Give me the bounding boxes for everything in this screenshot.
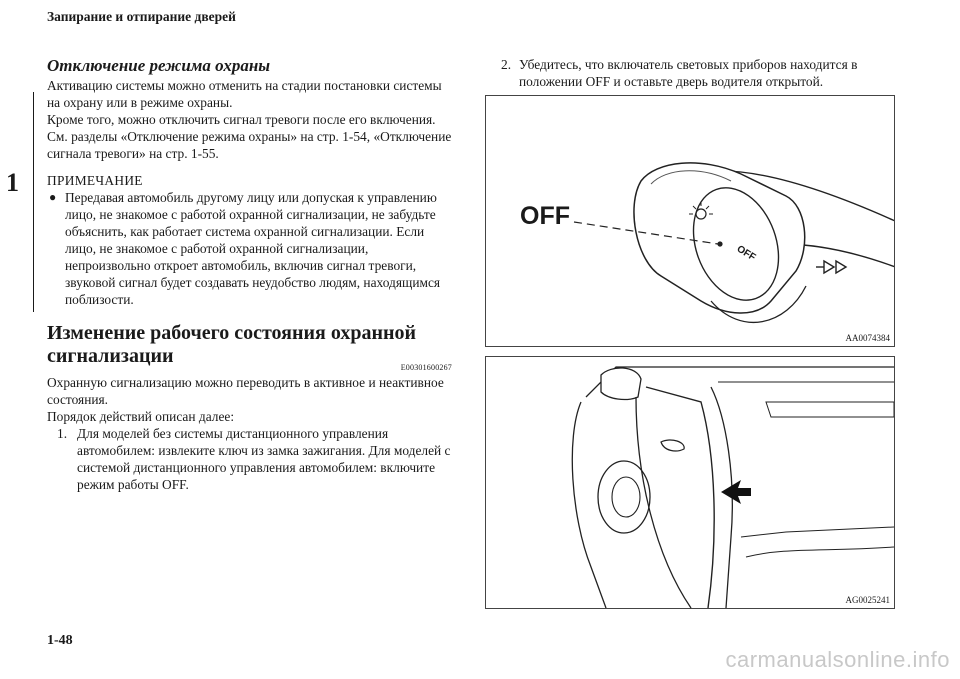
note-text: Передавая автомобиль другому лицу или допуская к управлению лицо, не знакомое с работой охранной сигнализации, не забудьте объяснить, как работает система охранной сигнализации. Если лицо, не знакомое с работой охранной сигнализации, непроизвольно откроет автомобиль, включив сигнал тревоги, звуковой сигнал будет создавать неудобство людям, находящимся поблизости. <box>65 190 441 307</box>
paragraph: Порядок действий описан далее: <box>47 409 235 424</box>
chapter-divider <box>33 92 34 312</box>
figure-light-switch <box>485 95 895 347</box>
step-text: Убедитесь, что включатель световых приборов находится в положении OFF и оставьте дверь водителя открытой. <box>519 57 858 89</box>
dial-off-label: OFF <box>734 243 758 264</box>
off-callout-label: OFF <box>520 202 570 230</box>
step-item <box>497 56 897 90</box>
note-item <box>47 189 452 308</box>
step-number: 2. <box>501 57 512 72</box>
right-column <box>497 56 897 90</box>
step-text: Для моделей без системы дистанционного управления автомобилем: извлеките ключ из замка зажигания. Для моделей с системой дистанционного управления автомобилем: включите режим работы OFF. <box>77 426 451 492</box>
page-number: 1-48 <box>47 633 73 648</box>
bullet-icon: ● <box>49 190 57 204</box>
section-title-disarm: Отключение режима охраны <box>47 56 271 75</box>
left-column <box>47 56 452 493</box>
section-code: E00301600267 <box>400 363 452 372</box>
paragraph: Кроме того, можно отключить сигнал тревоги после его включения. <box>47 112 436 127</box>
open-door-illustration <box>486 357 894 608</box>
figure-code: AG0025241 <box>845 595 890 605</box>
figure-code: AA0074384 <box>845 333 890 343</box>
paragraph: См. разделы «Отключение режима охраны» на стр. 1-54, «Отключение сигнала тревоги» на стр. 1-55. <box>47 129 452 161</box>
chapter-number: 1 <box>6 168 19 197</box>
paragraph: Активацию системы можно отменить на стадии постановки системы на охрану или в режиме охраны. <box>47 78 442 110</box>
section-title-change-state: Изменение рабочего состояния охранной сигнализации <box>47 322 417 367</box>
step-item <box>47 425 452 493</box>
step-number: 1. <box>57 426 68 441</box>
figure-open-door <box>485 356 895 609</box>
watermark: carmanualsonline.info <box>725 647 950 672</box>
paragraph: Охранную сигнализацию можно переводить в активное и неактивное состояния. <box>47 375 444 407</box>
page-header: Запирание и отпирание дверей <box>47 9 236 24</box>
note-title: ПРИМЕЧАНИЕ <box>47 173 143 188</box>
